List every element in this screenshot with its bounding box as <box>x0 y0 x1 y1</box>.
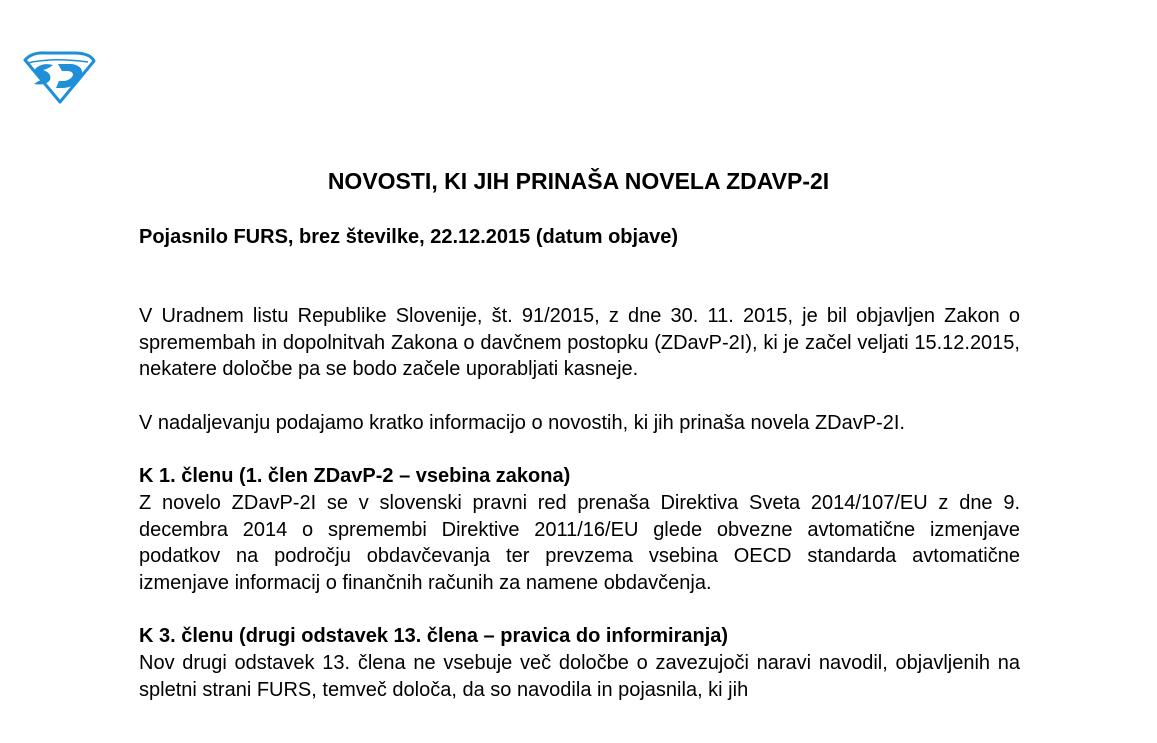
section-heading: K 3. členu (drugi odstavek 13. člena – pravica do informiranja) <box>139 625 729 648</box>
section-text: Z novelo ZDavP-2I se v slovenski pravni red prenaša Direktiva Sveta 2014/107/EU z dne 9. decembra 2014 o spremembi Direktive 2011/16/EU glede obvezne avtomatične izmenjave podatkov na področju obdavčevanja ter prevzema vsebina OECD standarda avtomatične izmenjave informacij o finančnih računih za namene obdavčenja. <box>139 491 1020 594</box>
section-heading: K 1. členu (1. člen ZDavP-2 – vsebina zakona) <box>139 465 571 488</box>
overview-paragraph: V nadaljevanju podajamo kratko informacijo o novostih, ki jih prinaša novela ZDavP-2I. <box>139 411 905 434</box>
sd-shield-logo-icon <box>22 50 96 104</box>
page-title: NOVOSTI, KI JIH PRINAŠA NOVELA ZDAVP-2I <box>327 168 830 194</box>
document-subtitle: Pojasnilo FURS, brez številke, 22.12.2015 (datum objave) <box>139 226 679 248</box>
document-body <box>139 303 1020 730</box>
section-text: Nov drugi odstavek 13. člena ne vsebuje več določbe o zavezujoči naravi navodil, objavljenih na spletni strani FURS, temveč določa, da so navodila in pojasnila, ki jih <box>139 652 1020 701</box>
intro-paragraph: V Uradnem listu Republike Slovenije, št. 91/2015, z dne 30. 11. 2015, je bil objavljen Zakon o spremembah in dopolnitvah Zakona o davčnem postopku (ZDavP-2I), ki je začel veljati 15.12.2015, nekatere določbe pa se bodo začele uporabljati kasneje. <box>139 305 1020 381</box>
